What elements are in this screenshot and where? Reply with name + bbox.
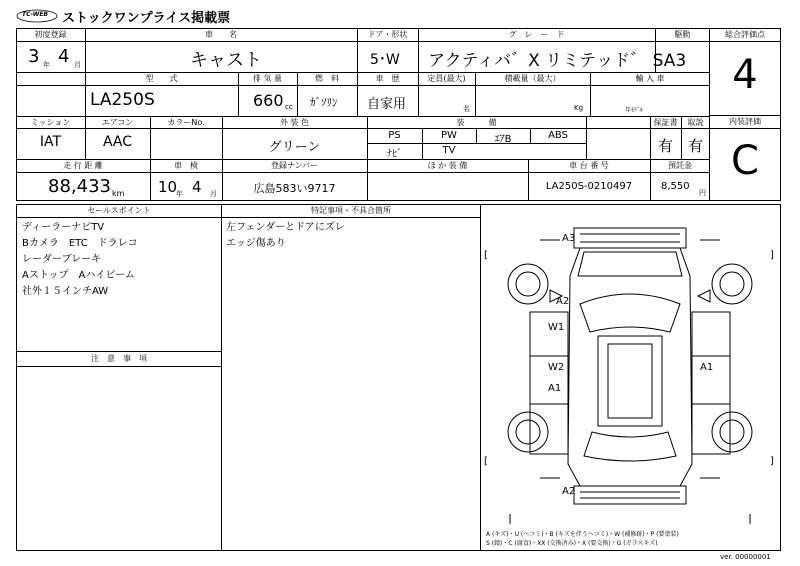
mileage-label: 走 行 距 離	[63, 161, 103, 170]
equip-pw: PW	[441, 130, 457, 141]
chassis-label: 車 台 番 号	[569, 161, 609, 170]
interior-rating: C	[731, 138, 759, 184]
plate-label: 登録ナンバー	[270, 161, 319, 170]
sales-points-label: セールスポイント	[87, 206, 151, 215]
equip-ps: PS	[388, 130, 401, 141]
grade: アクティバ゛X リミテッド゛ SA3	[428, 51, 687, 71]
mission-label: ミッション	[30, 118, 71, 127]
first-reg-label: 初度登録	[34, 30, 67, 39]
sales-points-list	[22, 220, 138, 300]
air-conditioner: AAC	[102, 134, 133, 150]
fuel-type: ｶﾞｿﾘﾝ	[310, 96, 338, 109]
list-item: エッジ傷あり	[226, 238, 286, 249]
inspection-month: 4	[192, 178, 202, 196]
damage-mark-a1-right: A1	[700, 362, 714, 373]
manual-label: 取説	[687, 118, 704, 127]
model-label: 型 式	[145, 74, 178, 83]
color-no-label: カラーNo.	[167, 118, 205, 127]
caution-box	[16, 351, 222, 551]
inspection-label: 車 検	[174, 161, 198, 170]
damage-legend-line1: A (キズ)・U (ヘコミ)・B (キズを伴うヘコミ)・W (補修跡)・P (要塗装)	[486, 531, 679, 538]
special-notes-label: 特記事項・不具合箇所	[311, 206, 391, 215]
displacement: 660	[253, 91, 284, 110]
page-title: ストックワンプライス掲載票	[62, 11, 231, 26]
displacement-label: 排 気 量	[252, 74, 283, 83]
bracket-right-bottom: ]	[770, 456, 774, 467]
caution-label: 注 意 事 項	[91, 354, 147, 363]
body-history-label: 車 歴	[375, 74, 400, 83]
first-reg-year: 3	[28, 46, 40, 67]
mission: IAT	[39, 134, 62, 150]
grade-label: グ レ ー ド	[508, 30, 565, 39]
inspection-year: 10	[158, 178, 178, 196]
equip-navi: ﾅﾋﾞ	[387, 149, 402, 160]
ac-label: エアコン	[101, 118, 134, 127]
exterior-color-label: 外 装 色	[279, 118, 310, 127]
registration-plate: 広島583い9717	[253, 182, 336, 195]
equipment-label: 装 備	[456, 118, 497, 127]
load-label: 積載量（最大）	[504, 74, 561, 83]
warranty: 有	[657, 137, 673, 155]
damage-mark-a2-bottom: A2	[562, 486, 576, 497]
list-item: ディーラーナビTV	[22, 222, 105, 233]
drive-label: 駆動	[674, 30, 691, 39]
list-item: 社外１５インチAW	[22, 286, 109, 297]
door-label: ドア・形状	[367, 30, 408, 39]
recycle-fee: 8,550	[661, 181, 690, 192]
overall-rating: 4	[732, 52, 758, 98]
special-notes-list	[226, 220, 345, 252]
equip-airbag: ｴｱB	[494, 134, 512, 145]
list-item: Aストップ Aハイビーム	[22, 270, 135, 281]
door-type: 5･W	[370, 52, 400, 68]
first-reg-month: 4	[58, 46, 70, 67]
list-item: Bカメラ ETC ドラレコ	[22, 238, 138, 249]
mileage: 88,433	[48, 176, 111, 197]
equip-tv: TV	[442, 145, 456, 156]
other-equipment-label: ほ か 装 備	[427, 161, 468, 170]
chassis-number: LA250S-0210497	[545, 181, 633, 192]
damage-mark-w1: W1	[548, 322, 565, 333]
special-notes-box	[221, 204, 481, 551]
manual: 有	[687, 137, 703, 155]
capacity-label: 定員(最大)	[427, 74, 466, 83]
bracket-left-top: [	[484, 250, 488, 261]
warranty-label: 保証書	[653, 118, 678, 127]
damage-mark-a2-top: A2	[556, 296, 570, 307]
import-label: 輸 入 車	[635, 74, 665, 83]
recycle-fee-label: 預託金	[668, 161, 692, 170]
exterior-color: グリーン	[268, 140, 321, 155]
overall-rating-label: 総合評価点	[725, 30, 765, 39]
body-history: 自家用	[367, 97, 407, 112]
bracket-left-bottom: [	[484, 456, 488, 467]
damage-mark-a1-left: A1	[548, 383, 562, 394]
model-code: LA250S	[90, 90, 155, 110]
list-item: レーダーブレーキ	[22, 254, 102, 265]
car-name: キャスト	[190, 50, 262, 71]
list-item: 左フェンダーとドアにズレ	[226, 222, 345, 233]
damage-mark-w2: W2	[548, 362, 565, 373]
interior-rating-label: 内装評価	[729, 117, 761, 126]
tc-web-logo: TC-WEB	[16, 8, 58, 24]
damage-mark-a3: A3	[562, 233, 576, 244]
equip-abs: ABS	[548, 130, 568, 141]
car-diagram	[480, 204, 781, 551]
version-label: ver. 00000001	[720, 553, 771, 561]
bracket-right-top: ]	[770, 250, 774, 261]
fuel-label: 燃 料	[315, 74, 339, 83]
car-name-label: 車 名	[205, 30, 237, 39]
damage-legend-line2: S (錆)・C (腐食)・XX (交換済み)・X (要交換)・G (ガラスキズ)	[486, 540, 658, 547]
